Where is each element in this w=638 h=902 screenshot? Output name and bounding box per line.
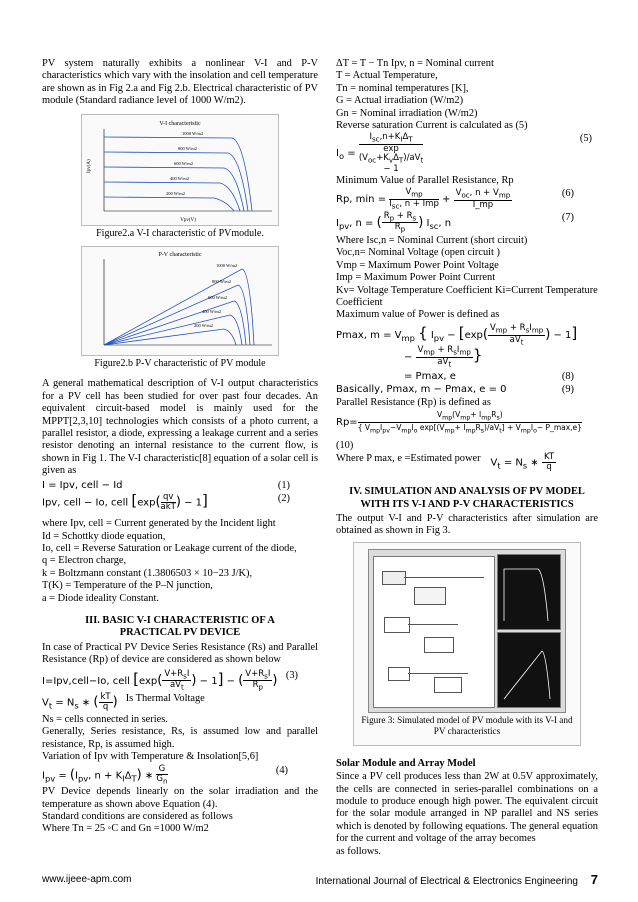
section-heading-4-line2: WITH ITS V-I AND P-V CHARACTERISTICS [360, 498, 574, 510]
figure-2b [81, 246, 279, 356]
vi-chart [82, 115, 278, 225]
equation-4-body: $I_{pv} = (I_{pv}$, $n + K_I\Delta_T$) ∗ $\frac{G}{G_n}$ [42, 763, 168, 786]
paragraph-resistance: Generally, Series resistance, Rs, is assumed low and parallel resistance, Rp, is assumed high. [42, 726, 318, 750]
footer [42, 874, 598, 888]
fig2b-title: P-V characteristic [158, 252, 202, 259]
footer-journal [316, 874, 598, 888]
vi-scope-window [497, 554, 561, 630]
equation-1-body: I = Ipv, cell − Id [42, 479, 123, 491]
definition-item: Io, cell = Reverse Saturation or Leakage current of the diode, [42, 542, 297, 554]
definition-item: a = Diode ideality Constant. [42, 592, 159, 604]
fig2b-curve-label: 1000 W/m2 [216, 263, 238, 269]
equation-7-body: $I_{pv}$, n = ( $\frac{R_p + R_s}{R_p}$ ) $I_{sc}$, n [336, 210, 452, 234]
fig2b-curve-label: 600 W/m2 [208, 295, 228, 301]
equation-10-number: (10) [336, 439, 354, 451]
equation-8-body: Pmax, $m = V_{mp}$ { $I_{pv} - [\exp$( $\frac{V_{mp} + R_sI_{mp}}{aV_t}$ ) − 1] − $\frac{V_{mp} + R_sI_{mp}}{aV_t}$ } [336, 322, 578, 369]
fig2a-xlabel: Vpv(V) [180, 217, 196, 223]
equation-3-body: I=Ipv,cell−Io, cell [exp( $\frac{V+R_sI}{aV_t}$ ) − 1] − ( $\frac{V+R_sI}{R_p}$ ) [42, 668, 278, 692]
figure-2a [81, 114, 279, 226]
as-follows: as follows. [336, 845, 382, 857]
thermal-voltage-equation [42, 693, 318, 712]
equation-10-body: Rp= $\frac{V_{mp}(V_{mp}+ I_{mp}R_s)}{\{ V_{mp}I_{pv}-V_{mp}I_o \exp[(V_{mp}+ I_{mp}R_s)/aV_t] + V_{mp}I_o- P\_\max,e\}}$ [336, 409, 582, 435]
parameter-item: Vmp = Maximum Power Point Voltage [336, 259, 499, 271]
paragraph-practical-pv: In case of Practical PV Device Series Resistance (Rs) and Parallel Resistance (Rp) of device are considered as shown below [42, 641, 318, 666]
simulink-screenshot [368, 549, 566, 713]
pv-chart [82, 247, 278, 355]
fig2a-curve-label: 200 W/m2 [166, 190, 186, 196]
left-column [42, 58, 318, 836]
intro-paragraph: PV system naturally exhibits a nonlinear V-I and P-V characteristics which vary with the insolation and cell temperature are shown as in Fig 2.a and Fig 2.b. Electrical characteristic of PV module (Standard radiance level of 1000 W/m2). [42, 58, 318, 107]
paragraph-array-model: Since a PV cell produces less than 2W at 0.5V approximately, the cells are connected in series-parallel combinations on a module to produce enough high power. The equivalent circuit for the solar module arranged in NP parallel and NS series which is denoted by following equations. The general equation for the current and voltage of the array becomes [336, 771, 598, 845]
equation-3 [42, 670, 318, 692]
section-heading-3-line2: PRACTICAL PV DEVICE [119, 627, 241, 639]
tn-line: Tn = nominal temperatures [K], [336, 82, 469, 94]
section-heading-4-line1: IV. SIMULATION AND ANALYSIS OF PV MODEL [349, 486, 585, 498]
equation-8 [336, 371, 598, 383]
equation-5-body: $I_o$ = $I_{sc},n+K_I\Delta_T$ exp $(V_{oc}+K_v\Delta_T)/aV_t$ − 1 [336, 132, 424, 174]
page-number: 7 [590, 872, 598, 887]
definition-item: q = Electron charge, [42, 555, 127, 567]
parameter-item: Voc,n= Nominal Voltage (open circuit ) [336, 247, 500, 259]
paragraph-vi-description: A general mathematical description of V-I output characteristics for a PV cell has been studied for over past four decades. An equivalent circuit-based model is mainly used for the MPPT[2,3,10] technologies which consists of a photo current, a parallel resistor, a diode, expressing a leakage current and a series resistor denoting an internal resistance to the current flow, is shown in Fig 1. The V-I characteristic[8] equation of a solar cell is given as [42, 378, 318, 477]
equation-4 [42, 765, 318, 786]
definitions-list [42, 518, 318, 605]
figure-2a-caption: Figure2.a V-I characteristic of PVmodule. [96, 227, 264, 239]
equation-5-number: (5) [579, 133, 592, 145]
g-line: G = Actual irradiation (W/m2) [336, 95, 464, 107]
pv-scope-plot [498, 633, 560, 707]
definition-item: T(K) = Temperature of the P–N junction, [42, 580, 213, 592]
equation-4-number: (4) [275, 764, 288, 776]
parameter-item: Kv= Voltage Temperature Coefficient Ki=Current Temperature Coefficient [336, 284, 598, 308]
section-heading-3-line1: III. BASIC V-I CHARACTERISTIC OF A [85, 614, 275, 626]
fig2b-curve-label: 400 W/m2 [202, 309, 222, 315]
equation-7 [336, 212, 598, 234]
standard-conditions: Standard conditions are considered as follows [42, 811, 233, 823]
equation-9 [336, 384, 598, 396]
fig2a-curve-label: 600 W/m2 [174, 160, 194, 166]
standard-values: Where Tn = 25 ◦C and Gn =1000 W/m2 [42, 823, 209, 835]
equation-9-body: Basically, Pmax, m − Pmax, e = 0 [336, 383, 507, 395]
paragraph-simulation: The output V-I and P-V characteristics after simulation are obtained as shown in Fig 3. [336, 513, 598, 537]
equation-2-number: (2) [277, 493, 290, 505]
equation-2-text: Ipv, cell − Io, cell [42, 497, 129, 509]
definition-item: Id = Schottky diode equation, [42, 530, 166, 542]
rp-definition: Parallel Resistance (Rp) is defined as [336, 397, 491, 409]
equation-2 [42, 493, 318, 512]
equation-3-text: I=Ipv,cell−Io, cell [42, 675, 130, 687]
parameter-item: Imp = Maximum Power Point Current [336, 272, 496, 284]
equation-6-body: Rp, min = $\frac{V_{mp}}{I_{sc}, n + Imp}$ + $\frac{V_{oc}, n + V_{mp}}{I\_mp}$ [336, 187, 511, 211]
min-rp-line: Minimum Value of Parallel Resistance, Rp [336, 174, 514, 186]
parameter-item: Where Isc,n = Nominal Current (short circuit) [336, 234, 528, 246]
equation-8-result: = Pmax, e [404, 370, 456, 382]
fig2b-curve-label: 200 W/m2 [194, 323, 214, 329]
subsection-heading: Solar Module and Array Model [336, 757, 476, 769]
t-line: T = Actual Temperature, [336, 70, 438, 82]
pv-scope-window [497, 632, 561, 708]
equation-1 [42, 480, 318, 492]
vi-scope-plot [498, 555, 560, 629]
ns-definition: Ns = cells connected in series. [42, 713, 168, 725]
fig2b-curve-label: 800 W/m2 [212, 279, 232, 285]
delta-t-line: ΔT = T − Tn Ipv, n = Nominal current [336, 58, 494, 69]
thermal-voltage-formula: $V_t = N_s$ ∗ $\frac{KT}{q}$ [490, 452, 555, 473]
figure-3-caption: Figure 3: Simulated model of PV module with its V-I and PV characteristics [361, 714, 573, 736]
footer-journal-name: International Journal of Electrical & Electronics Engineering [315, 876, 578, 887]
parameter-definitions [336, 235, 598, 309]
definition-item: where Ipv, cell = Current generated by the Incident light [42, 518, 276, 530]
reverse-saturation-line: Reverse saturation Current is calculated as (5) [336, 120, 528, 132]
figure-3 [353, 542, 581, 746]
equation-5 [336, 133, 598, 173]
fig2a-title: V-I characteristic [159, 120, 201, 127]
thermal-voltage-label: Is Thermal Voltage [125, 692, 205, 704]
max-power-line: Maximum value of Power is defined as [336, 309, 500, 321]
definition-item: k = Boltzmann constant (1.3806503 × 10−23 J/K), [42, 567, 253, 579]
equation-7-number: (7) [561, 211, 574, 223]
estimated-power-text: Where P max, e =Estimated power [336, 453, 481, 465]
figure-2b-caption: Figure2.b P-V characteristic of PV module [94, 358, 266, 370]
thermal-voltage-body: $V_t = N_s$ ∗ ( $\frac{kT}{q}$ ) [42, 691, 118, 712]
paragraph-linear-dependence: PV Device depends linearly on the solar irradiation and the temperature as shown above Equation (4). [42, 786, 318, 810]
fig2a-ylabel: Ipv(A) [87, 159, 92, 173]
right-column [336, 58, 598, 858]
equation-6-number: (6) [561, 188, 574, 200]
equation-1-number: (1) [277, 479, 290, 491]
equation-3-number: (3) [285, 669, 298, 681]
footer-url[interactable]: www.ijeee-apm.com [42, 874, 132, 885]
equation-8-number: (8) [561, 370, 574, 382]
equation-2-body: Ipv, cell − Io, cell [exp( $\frac{qv}{\text{akT}}$ ) − 1] [42, 491, 208, 513]
fig2a-curve-label: 800 W/m2 [178, 145, 198, 151]
fig2a-curve-label: 400 W/m2 [170, 175, 190, 181]
gn-line: Gn = Nominal irradiation (W/m2) [336, 107, 478, 119]
equation-9-number: (9) [561, 383, 574, 395]
fig2a-curve-label: 1000 W/m2 [182, 130, 204, 136]
variation-line: Variation of Ipv with Temperature & Insolation[5,6] [42, 751, 259, 763]
model-window [373, 556, 495, 708]
estimated-power-line [336, 453, 598, 472]
equation-6 [336, 188, 598, 210]
